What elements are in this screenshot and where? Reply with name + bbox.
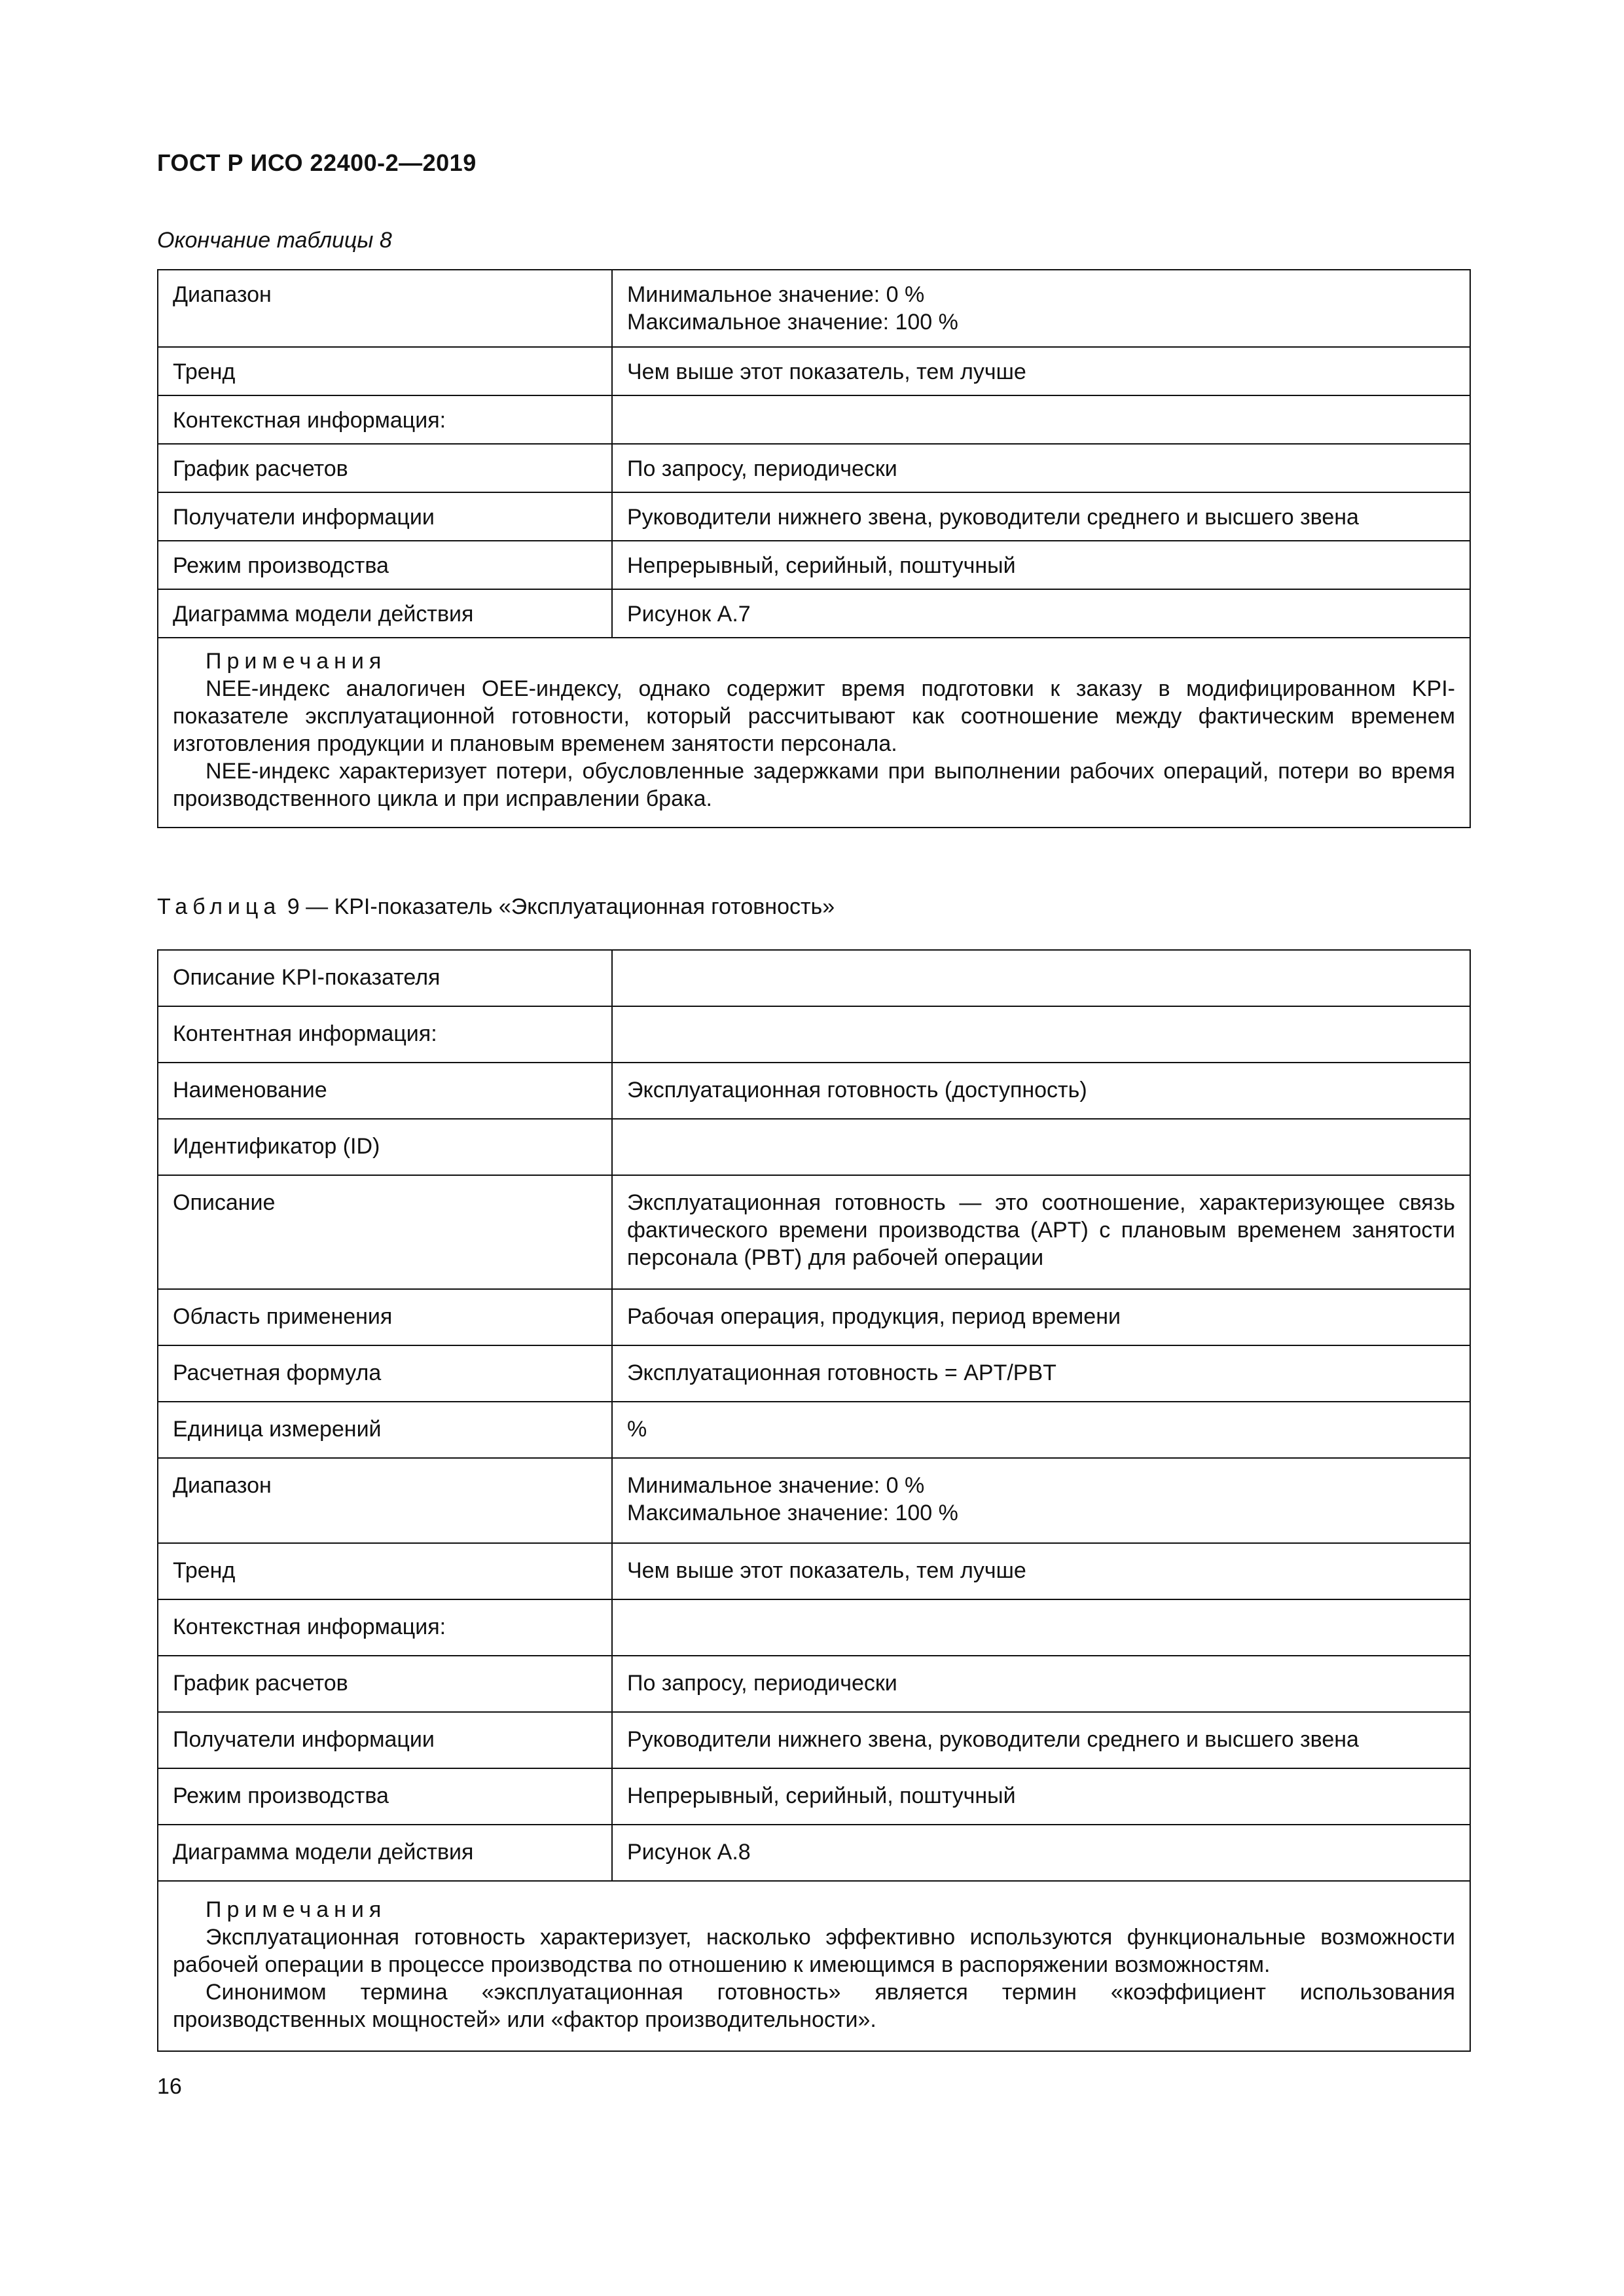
row-value: Непрерывный, серийный, поштучный: [612, 541, 1470, 589]
row-value: Рабочая операция, продукция, период времени: [612, 1289, 1470, 1345]
table-row: [158, 1656, 1470, 1712]
row-value: [612, 1599, 1470, 1656]
row-value: Руководители нижнего звена, руководители среднего и высшего звена: [612, 1712, 1470, 1768]
table-row: [158, 1543, 1470, 1599]
row-label: Описание: [158, 1175, 612, 1289]
row-label: Контекстная информация:: [158, 395, 612, 444]
row-label: Диапазон: [158, 1458, 612, 1543]
row-value: Эксплуатационная готовность = APT/PBT: [612, 1345, 1470, 1402]
row-label: Диапазон: [158, 270, 612, 347]
table-row: [158, 347, 1470, 395]
row-label: Контентная информация:: [158, 1006, 612, 1063]
table-row: [158, 444, 1470, 492]
table-row: [158, 492, 1470, 541]
document-header: ГОСТ Р ИСО 22400-2—2019: [157, 149, 477, 176]
notes-heading: Примечания: [206, 1897, 387, 1922]
row-value: [612, 1119, 1470, 1175]
row-label: Наименование: [158, 1063, 612, 1119]
row-label: Описание KPI-показателя: [158, 950, 612, 1006]
table-row: [158, 1768, 1470, 1825]
table-row: [158, 1119, 1470, 1175]
note-paragraph: Эксплуатационная готовность характеризует, насколько эффективно используются функциональные возможности рабочей операции в процессе производства по отношению к имеющимся в распоряжении возможностям.: [173, 1925, 1455, 1977]
row-label: График расчетов: [158, 444, 612, 492]
page-number: 16: [157, 2074, 182, 2099]
notes-cell: [158, 638, 1470, 828]
row-label: Получатели информации: [158, 492, 612, 541]
row-value: Непрерывный, серийный, поштучный: [612, 1768, 1470, 1825]
table-9: [157, 949, 1471, 2052]
note-paragraph: Синонимом термина «эксплуатационная готовность» является термин «коэффициент использования производственных мощностей» или «фактор производительности».: [173, 1980, 1455, 2032]
table-row: [158, 1175, 1470, 1289]
row-value: Минимальное значение: 0 % Максимальное значение: 100 %: [612, 1458, 1470, 1543]
table-8-continuation-caption: Окончание таблицы 8: [157, 228, 392, 253]
row-label: Контекстная информация:: [158, 1599, 612, 1656]
table-row: [158, 1402, 1470, 1458]
table-8-end: [157, 269, 1471, 828]
table-notes-row: [158, 1881, 1470, 2051]
table-row: [158, 270, 1470, 347]
table-row: [158, 541, 1470, 589]
row-value: Руководители нижнего звена, руководители среднего и высшего звена: [612, 492, 1470, 541]
row-value: Эксплуатационная готовность (доступность): [612, 1063, 1470, 1119]
table-row: [158, 950, 1470, 1006]
row-label: Единица измерений: [158, 1402, 612, 1458]
table-notes-row: [158, 638, 1470, 828]
row-value: Чем выше этот показатель, тем лучше: [612, 1543, 1470, 1599]
notes-heading: Примечания: [206, 649, 387, 674]
table-row: [158, 395, 1470, 444]
table-9-caption: [157, 894, 835, 920]
row-value: %: [612, 1402, 1470, 1458]
table-9-caption-prefix: Таблица: [157, 894, 281, 919]
row-value: Чем выше этот показатель, тем лучше: [612, 347, 1470, 395]
table-row: [158, 1063, 1470, 1119]
row-value: Рисунок А.7: [612, 589, 1470, 638]
row-label: Диаграмма модели действия: [158, 589, 612, 638]
row-value: [612, 950, 1470, 1006]
row-label: Идентификатор (ID): [158, 1119, 612, 1175]
row-label: Область применения: [158, 1289, 612, 1345]
notes-cell: [158, 1881, 1470, 2051]
row-label: Тренд: [158, 347, 612, 395]
note-paragraph: NEE-индекс аналогичен OEE-индексу, однако содержит время подготовки к заказу в модифицированном KPI-показателе эксплуатационной готовности, который рассчитывают как соотношение между фактическим временем изготовления продукции и плановым временем занятости персонала.: [173, 676, 1455, 756]
table-row: [158, 1599, 1470, 1656]
table-row: [158, 1458, 1470, 1543]
row-value: [612, 395, 1470, 444]
table-row: [158, 589, 1470, 638]
table-row: [158, 1345, 1470, 1402]
row-label: Получатели информации: [158, 1712, 612, 1768]
table-row: [158, 1825, 1470, 1881]
row-label: Расчетная формула: [158, 1345, 612, 1402]
row-value: По запросу, периодически: [612, 1656, 1470, 1712]
table-row: [158, 1289, 1470, 1345]
row-value: По запросу, периодически: [612, 444, 1470, 492]
table-row: [158, 1006, 1470, 1063]
row-value: Рисунок А.8: [612, 1825, 1470, 1881]
row-value: Минимальное значение: 0 % Максимальное значение: 100 %: [612, 270, 1470, 347]
table-9-caption-title: 9 — KPI-показатель «Эксплуатационная готовность»: [287, 894, 835, 919]
row-label: Режим производства: [158, 1768, 612, 1825]
row-label: Тренд: [158, 1543, 612, 1599]
row-value: Эксплуатационная готовность — это соотношение, характеризующее связь фактического времени производства (APT) с плановым временем занятости персонала (PBT) для рабочей операции: [612, 1175, 1470, 1289]
table-row: [158, 1712, 1470, 1768]
note-paragraph: NEE-индекс характеризует потери, обусловленные задержками при выполнении рабочих операций, потери во время производственного цикла и при исправлении брака.: [173, 759, 1455, 811]
row-value: [612, 1006, 1470, 1063]
row-label: Диаграмма модели действия: [158, 1825, 612, 1881]
row-label: Режим производства: [158, 541, 612, 589]
row-label: График расчетов: [158, 1656, 612, 1712]
